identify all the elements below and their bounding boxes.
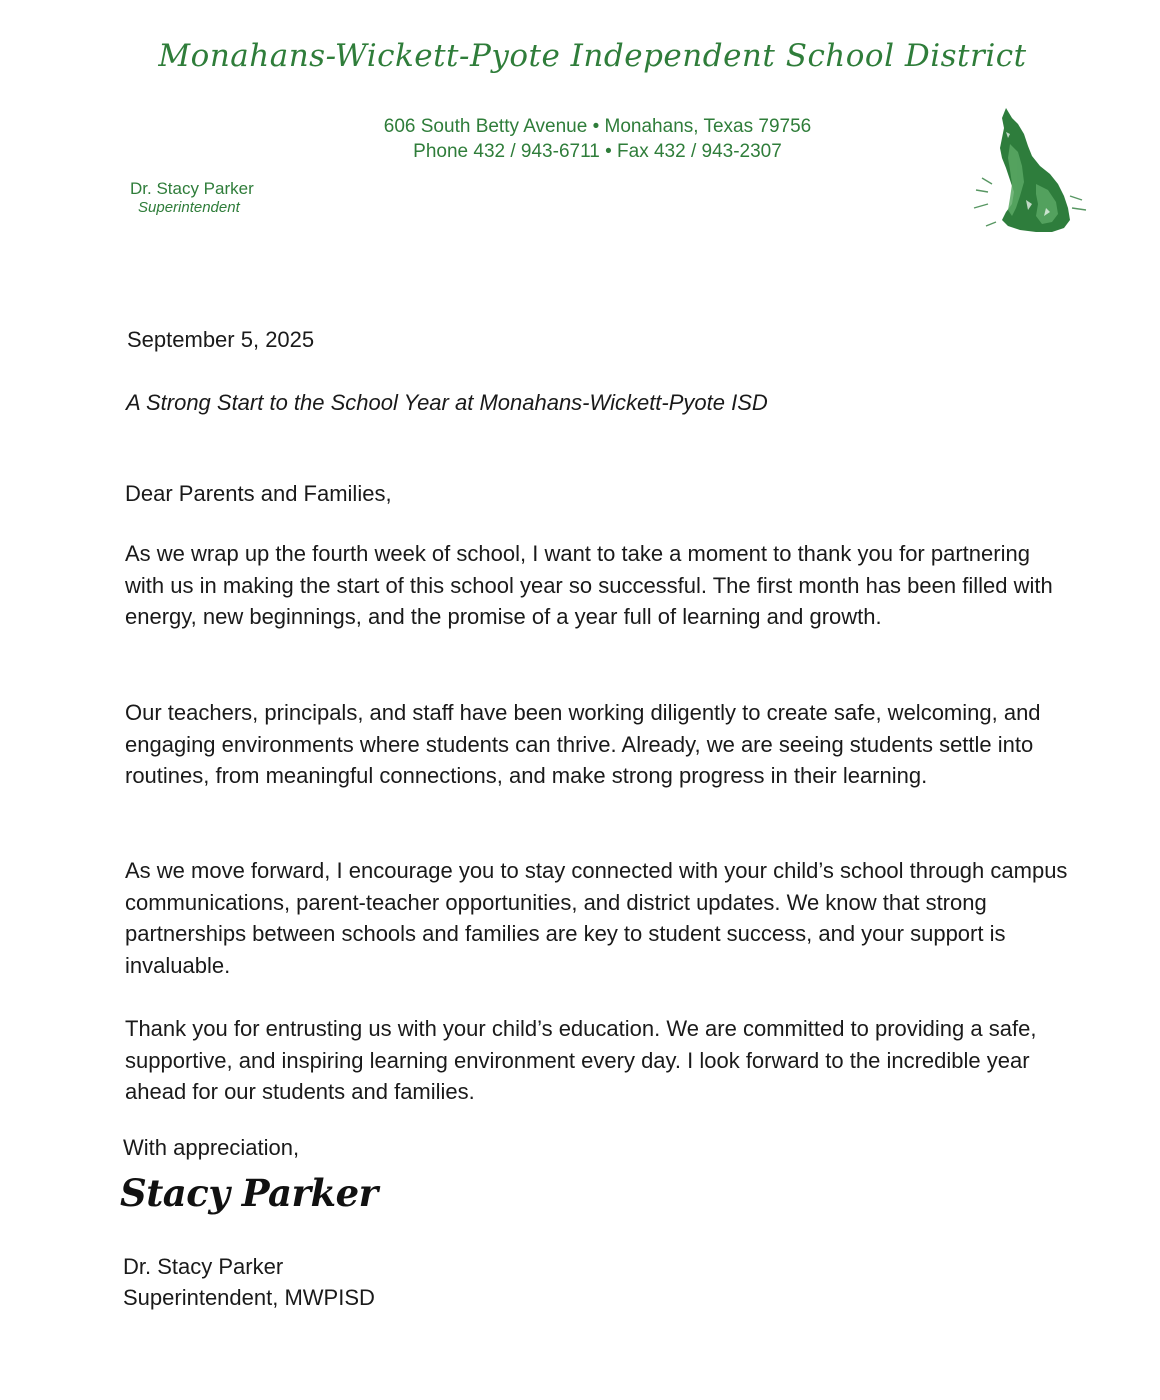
letterhead-superintendent-name: Dr. Stacy Parker — [130, 179, 254, 198]
letter-paragraph: As we wrap up the fourth week of school, I want to take a moment to thank you for partnering with us in making the start of this school year so successful. The first month has been filled with energy, new beginnings, and the promise of a year full of learning and growth. — [125, 541, 1053, 629]
signature: Stacy Parker — [120, 1171, 378, 1215]
letterhead-superintendent-title: Superintendent — [138, 199, 240, 216]
district-name: Monahans-Wickett-Pyote Independent School District — [158, 38, 1027, 74]
signer-title: Superintendent, MWPISD — [123, 1285, 375, 1310]
letterhead-superintendent — [130, 179, 254, 217]
signer-block — [123, 1251, 375, 1313]
address-line: 606 South Betty Avenue • Monahans, Texas 79756 — [383, 116, 812, 137]
signer-name: Dr. Stacy Parker — [123, 1254, 284, 1279]
phone-fax-line: Phone 432 / 943-6711 • Fax 432 / 943-2307 — [413, 141, 782, 162]
letter-paragraph: Thank you for entrusting us with your child’s education. We are committed to providing a safe, supportive, and inspiring learning environment every day. I look forward to the incredible year ahead for our students and families. — [125, 1016, 1037, 1104]
howling-wolf-icon — [966, 104, 1090, 236]
letter-paragraph: As we move forward, I encourage you to stay connected with your child’s school through campus communications, parent-teacher opportunities, and district updates. We know that strong partnerships between schools and families are key to student success, and your support is invaluable. — [125, 858, 1068, 978]
letter-subject: A Strong Start to the School Year at Monahans-Wickett-Pyote ISD — [126, 390, 768, 415]
letter-date: September 5, 2025 — [127, 327, 315, 352]
letter-closing: With appreciation, — [123, 1135, 300, 1160]
letter-greeting: Dear Parents and Families, — [125, 481, 392, 506]
letter-paragraph: Our teachers, principals, and staff have been working diligently to create safe, welcoming, and engaging environments where students can thrive. Already, we are seeing students settle into routines, from meaningful connections, and make strong progress in their learning. — [125, 700, 1041, 788]
